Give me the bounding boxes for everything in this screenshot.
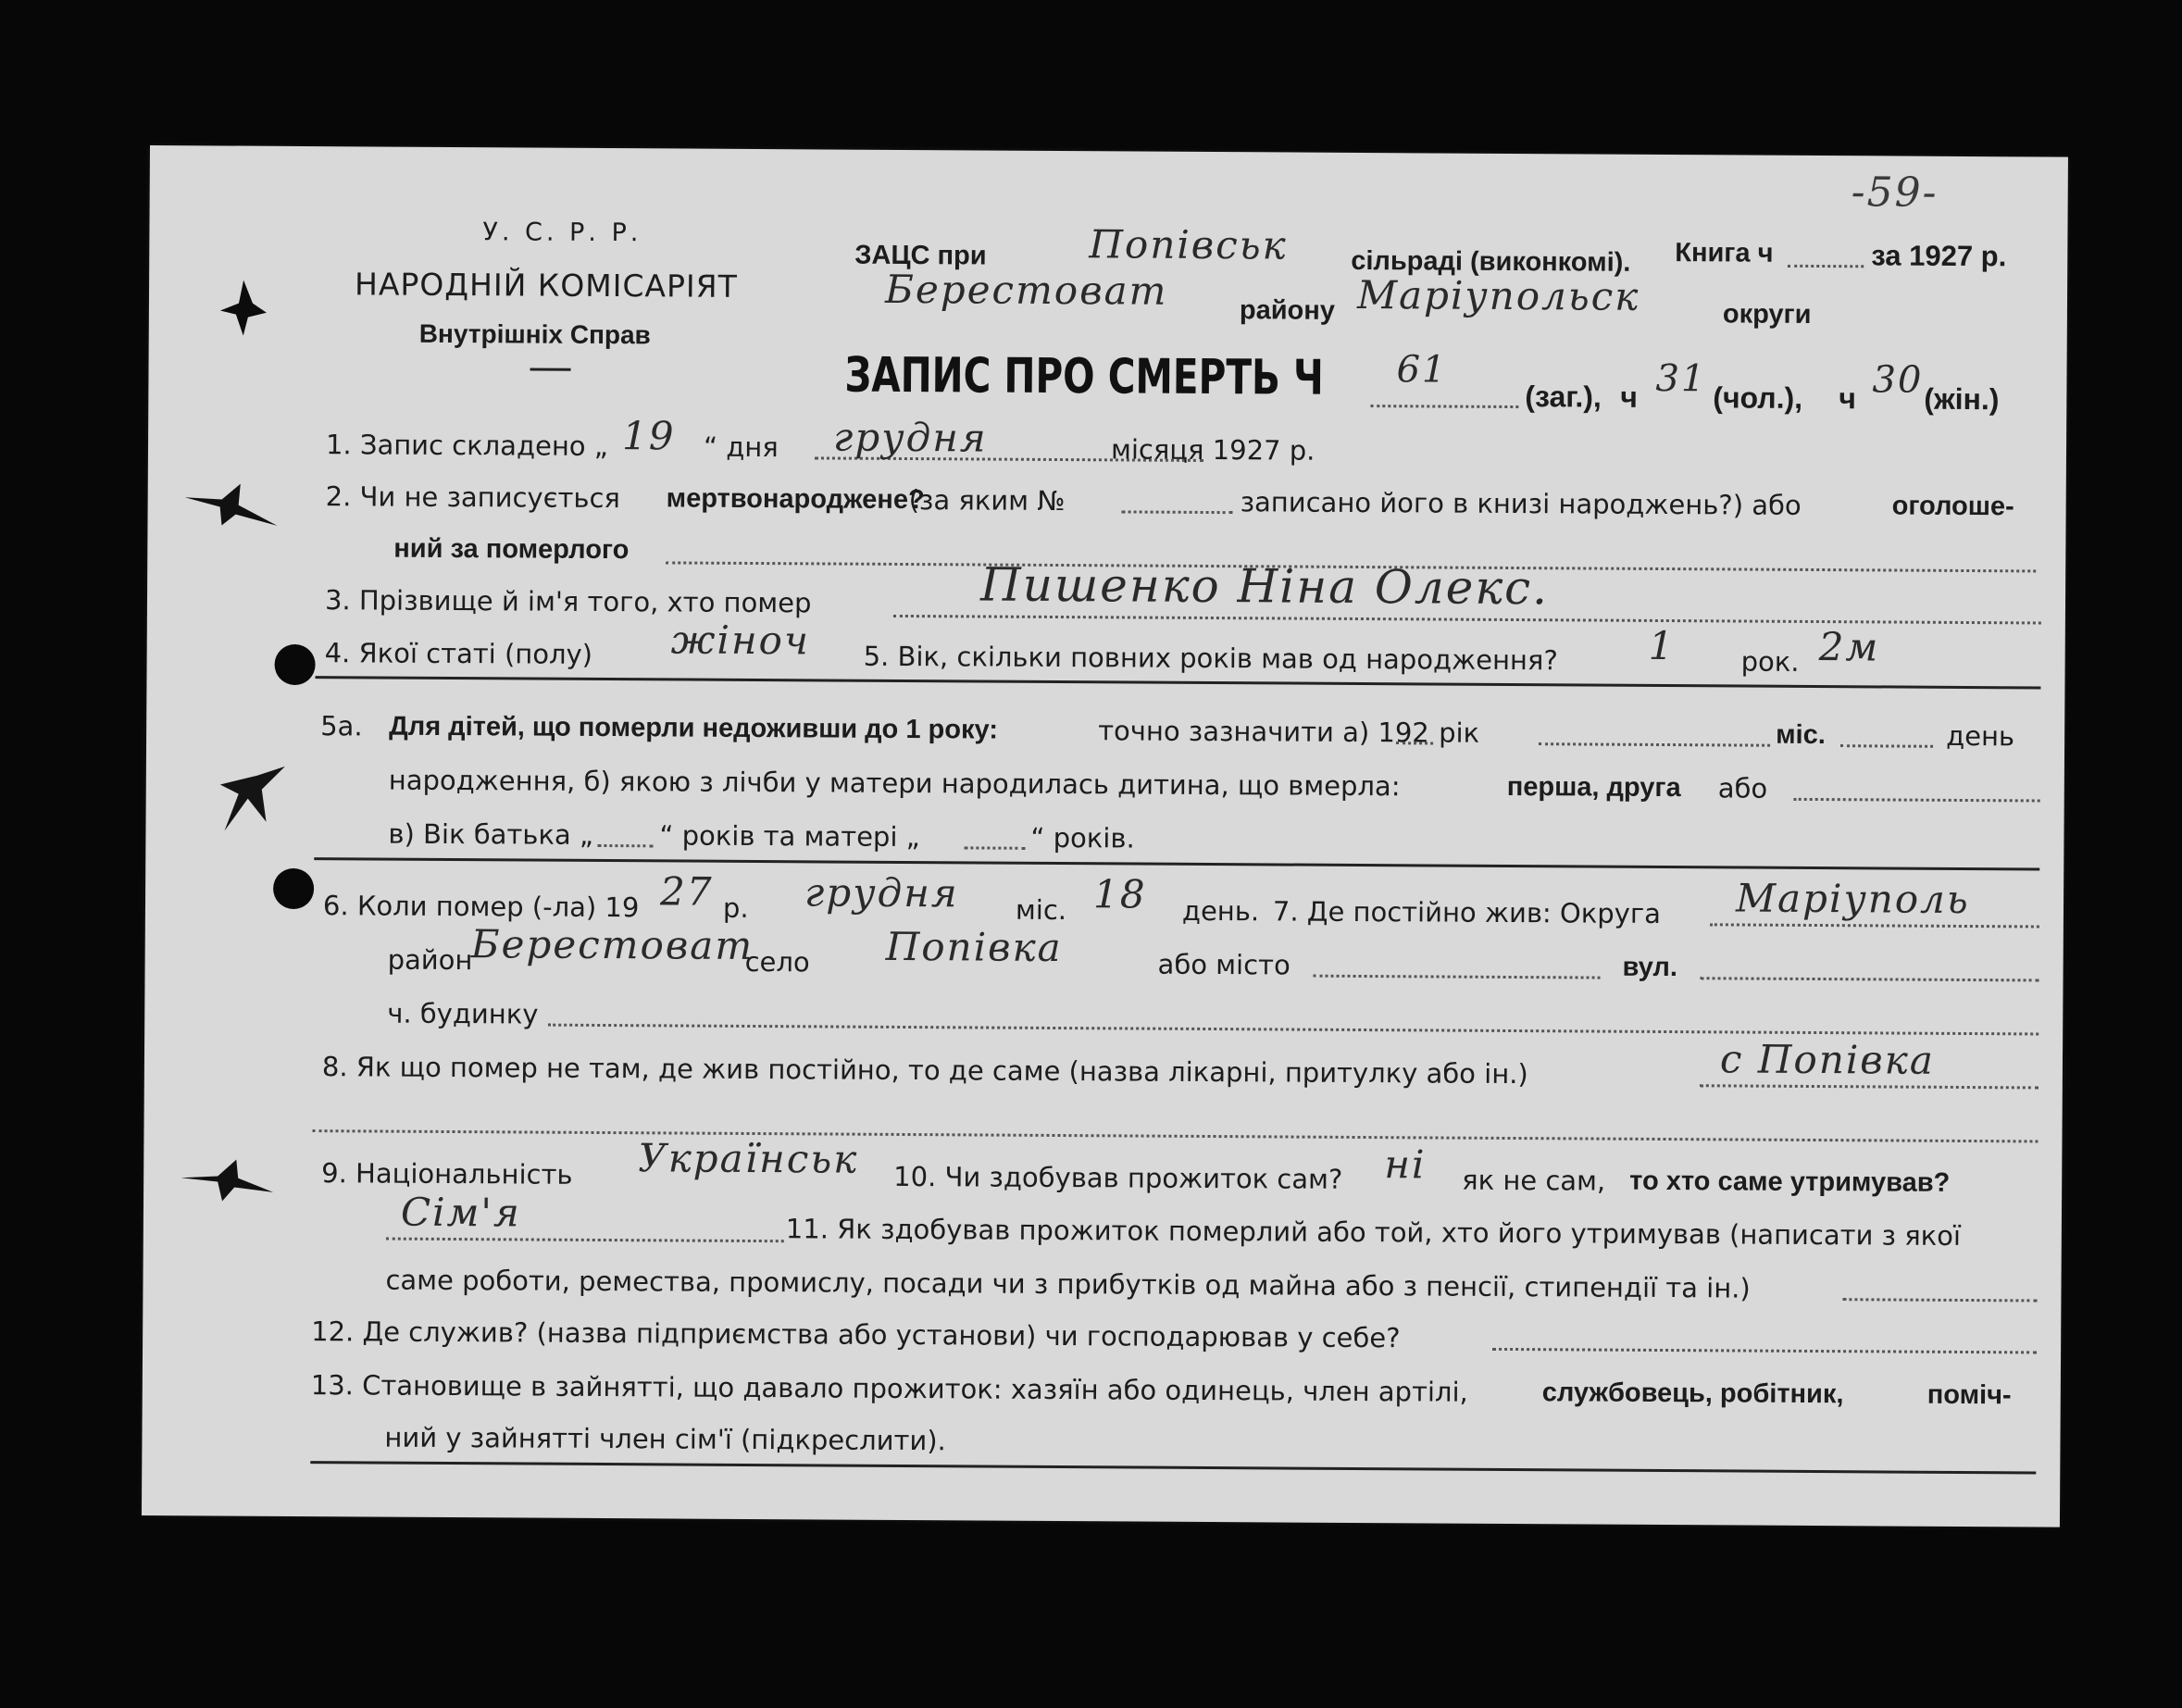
row5a-father-label: в) Вік батька „ bbox=[388, 817, 594, 851]
row7-raion-label: район bbox=[387, 943, 473, 977]
row7-house-line bbox=[548, 1024, 2039, 1036]
archive-page-number: -59- bbox=[1851, 168, 1939, 217]
row5-label: 5. Вік, скільки повних років мав од народження? bbox=[863, 640, 1558, 677]
row13-options: службовець, робітник, bbox=[1541, 1378, 1844, 1410]
row3-line bbox=[893, 615, 2041, 625]
male-count-hw: 31 bbox=[1655, 356, 1707, 401]
row6-label: 6. Коли помер (-ла) 19 bbox=[322, 890, 640, 924]
form-title: ЗАПИС ПРО СМЕРТЬ Ч bbox=[844, 347, 1324, 406]
row6-year-label: р. bbox=[722, 891, 749, 924]
row7-okruha-line bbox=[1710, 923, 2039, 928]
row12-line bbox=[1492, 1348, 2037, 1354]
row10-label: 10. Чи здобував прожиток сам? bbox=[893, 1160, 1343, 1195]
female-count-hw: 30 bbox=[1872, 358, 1924, 402]
age-years-label: рок. bbox=[1740, 645, 1800, 678]
record-number-hw: 61 bbox=[1396, 348, 1448, 392]
row2-stillborn: мертвонароджене? bbox=[666, 483, 925, 516]
record-day-hw: 19 bbox=[621, 413, 676, 459]
death-year-hw: 27 bbox=[659, 868, 714, 915]
row11-label-cont: саме роботи, ремества, промислу, посади чи з прибутків од майна або з пенсії, стипендії та ін.) bbox=[385, 1264, 1751, 1304]
row5a-day-line bbox=[1840, 744, 1933, 748]
row2-declared-cont: ний за померлого bbox=[393, 533, 630, 566]
row4-label: 4. Якої статі (полу) bbox=[324, 637, 593, 670]
row13-label: 13. Становище в зайнятті, що давало прожиток: хазяїн або одинець, член артілі, bbox=[310, 1369, 1468, 1408]
row7-label: 7. Де постійно жив: Округа bbox=[1272, 895, 1662, 929]
book-year: за 1927 р. bbox=[1871, 239, 2007, 273]
female-ch-label: ч bbox=[1839, 381, 1857, 416]
row2-declared: оголоше- bbox=[1891, 491, 2014, 522]
tear-mark bbox=[184, 479, 286, 535]
row13-helper: поміч- bbox=[1926, 1379, 2012, 1411]
row8-label: 8. Як що помер не там, де жив постійно, то де саме (назва лікарні, притулку або ін.) bbox=[321, 1051, 1528, 1091]
row12-label: 12. Де служив? (назва підприємства або установи) чи господарював у себе? bbox=[311, 1315, 1401, 1354]
section-divider bbox=[314, 857, 2039, 870]
row6-month-label: міс. bbox=[1015, 893, 1067, 927]
row5a-years-label: “ років. bbox=[1030, 821, 1135, 854]
zag-label: (заг.), bbox=[1525, 380, 1602, 414]
row5a-order-options: перша, друга bbox=[1506, 771, 1681, 804]
death-month-hw: грудня bbox=[804, 869, 959, 916]
self-support-hw: ні bbox=[1384, 1141, 1427, 1188]
row5a-or-label: або bbox=[1717, 772, 1768, 804]
row5a-order-line bbox=[1794, 798, 2040, 803]
supporter-hw: Сім'я bbox=[400, 1189, 521, 1236]
nationality-hw: Українськ bbox=[638, 1135, 859, 1182]
residence-raion-hw: Берестоват bbox=[470, 921, 754, 968]
row5a-year-line bbox=[1396, 742, 1433, 744]
row5a-num: 5а. bbox=[320, 710, 363, 742]
row8-line bbox=[1700, 1084, 2039, 1089]
row2-label: 2. Чи не записується bbox=[325, 480, 621, 515]
row7-street-label: вул. bbox=[1622, 952, 1678, 983]
death-day-hw: 18 bbox=[1092, 871, 1147, 917]
tear-mark bbox=[210, 756, 294, 841]
death-place-hw: с Попівка bbox=[1719, 1036, 1935, 1083]
record-month-hw: грудня bbox=[832, 414, 988, 461]
republic-label: У. С. Р. Р. bbox=[482, 218, 642, 248]
book-number-line bbox=[1788, 265, 1864, 268]
row10-who-label: то хто саме утримував? bbox=[1629, 1166, 1951, 1198]
row5a-heading: Для дітей, що померли недоживши до 1 року: bbox=[389, 711, 999, 745]
death-record-form bbox=[142, 145, 2068, 1527]
village-suffix: сільраді (виконкомі). bbox=[1351, 245, 1631, 278]
row5a-month-label: міс. bbox=[1776, 719, 1826, 751]
punch-hole bbox=[274, 644, 315, 685]
row5a-order-label: народження, б) якою з лічби у матери народилась дитина, що вмерла: bbox=[388, 764, 1401, 803]
zags-prefix: ЗАЦС при bbox=[854, 240, 987, 271]
row2-number-line bbox=[1122, 510, 1233, 514]
row8-line2 bbox=[312, 1129, 2038, 1142]
book-label: Книга ч bbox=[1675, 238, 1774, 268]
age-years-hw: 1 bbox=[1648, 622, 1676, 669]
header-dash bbox=[530, 368, 571, 371]
tear-mark bbox=[181, 1150, 282, 1206]
row5a-birth-label: точно зазначити а) 192 bbox=[1098, 715, 1429, 749]
raion-label: району bbox=[1239, 295, 1336, 326]
row9-label: 9. Національність bbox=[321, 1157, 573, 1191]
commissariat-label: НАРОДНІЙ КОМІСАРІЯТ bbox=[354, 266, 738, 305]
residence-selo-hw: Попівка bbox=[885, 923, 1063, 971]
row1-label: 1. Запис складено „ bbox=[325, 429, 608, 463]
raion-hw: Берестоват bbox=[884, 266, 1168, 314]
row7-street-line bbox=[1701, 977, 2039, 981]
row7-house-label: ч. будинку bbox=[387, 997, 539, 1030]
row7-city-label: або місто bbox=[1157, 948, 1290, 981]
row11-label: 11. Як здобував прожиток померлий або той, хто його утримував (написати з якої bbox=[785, 1213, 1962, 1252]
row11-line bbox=[1842, 1298, 2037, 1302]
row1-day-label: “ дня bbox=[703, 430, 779, 464]
ministry-label: Внутрішніх Справ bbox=[418, 318, 651, 350]
row7-selo-label: село bbox=[744, 945, 810, 979]
row5a-father-line bbox=[597, 844, 653, 847]
male-ch-label: ч bbox=[1620, 380, 1639, 414]
row10-supporter-line bbox=[386, 1238, 784, 1243]
female-label: (жін.) bbox=[1924, 381, 2000, 417]
age-months-hw: 2м bbox=[1818, 624, 1880, 670]
deceased-name-hw: Пишенко Ніна Олекс. bbox=[979, 557, 1550, 616]
okruha-hw: Маріупольск bbox=[1356, 271, 1640, 319]
row7-city-line bbox=[1314, 975, 1601, 979]
row10-notself-label: як не сам, bbox=[1462, 1164, 1606, 1197]
row5a-mother-line bbox=[964, 846, 1025, 849]
sex-hw: жіноч bbox=[670, 617, 811, 664]
village-hw: Попівськ bbox=[1089, 221, 1288, 268]
okruha-label: округи bbox=[1722, 299, 1812, 330]
row3-label: 3. Прізвище й ім'я того, хто помер bbox=[324, 584, 812, 619]
residence-okruha-hw: Маріуполь bbox=[1735, 875, 1970, 923]
tear-mark bbox=[216, 275, 271, 340]
row5a-day-label: день bbox=[1946, 719, 2015, 753]
row2-number-label: (за яким № bbox=[908, 484, 1066, 517]
title-number-line bbox=[1370, 405, 1518, 408]
male-label: (чол.), bbox=[1713, 380, 1803, 415]
row5a-mother-label: “ років та матері „ bbox=[659, 819, 920, 854]
row1-month-label: місяця 1927 р. bbox=[1110, 433, 1315, 467]
section-divider bbox=[315, 676, 2040, 689]
row6-day-label: день. bbox=[1181, 894, 1260, 928]
row5a-year-label: рік bbox=[1439, 717, 1480, 749]
row13-label-cont: ний у зайнятті член сім'ї (підкреслити). bbox=[384, 1421, 946, 1457]
punch-hole bbox=[273, 868, 314, 909]
section-divider bbox=[310, 1461, 2036, 1474]
row2-births-label: записано його в книзі народжень?) або bbox=[1240, 486, 1802, 521]
row5a-month-line bbox=[1539, 742, 1770, 747]
